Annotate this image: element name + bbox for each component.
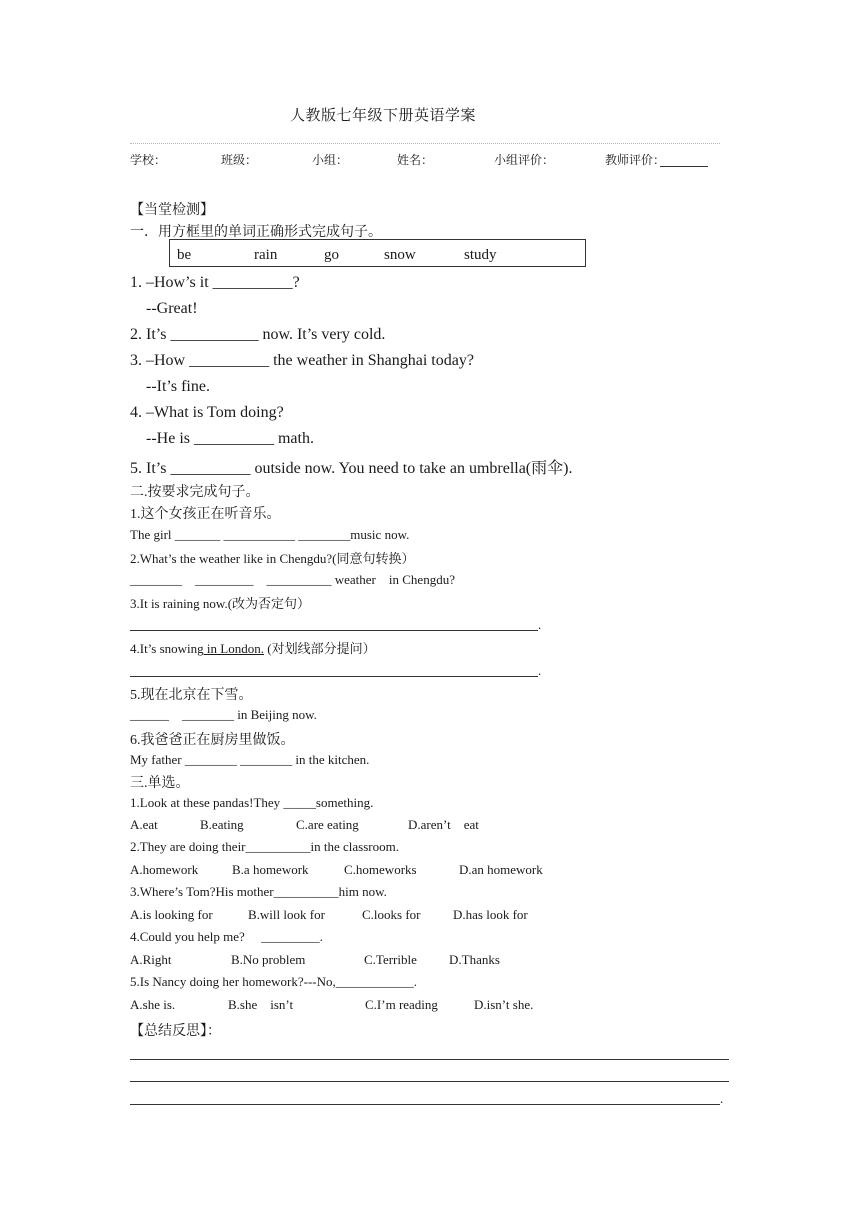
part2-prompt: 6.我爸爸正在厨房里做饭。 bbox=[130, 733, 295, 748]
part1-question: 5. It’s __________ outside now. You need to take an umbrella(雨伞). bbox=[130, 460, 573, 477]
part1-answer: --Great! bbox=[146, 300, 198, 317]
answer-line bbox=[130, 630, 538, 631]
word-box-item: study bbox=[464, 247, 497, 263]
part3-option: B.No problem bbox=[231, 952, 306, 967]
part3-option: A.eat bbox=[130, 817, 158, 832]
part1-question: 2. It’s ___________ now. It’s very cold. bbox=[130, 326, 386, 343]
summary-heading: 【总结反思】： bbox=[130, 1024, 221, 1039]
word-box-item: rain bbox=[254, 247, 278, 263]
part3-heading: 三.单选。 bbox=[130, 776, 190, 791]
answer-line-end: . bbox=[538, 663, 542, 678]
part3-option: A.is looking for bbox=[130, 907, 213, 922]
group-eval-label: 小组评价： bbox=[494, 153, 555, 167]
part2-prompt bbox=[130, 638, 376, 657]
part3-question: 2.They are doing their__________in the classroom. bbox=[130, 839, 399, 854]
part3-question: 1.Look at these pandas!They _____something. bbox=[130, 795, 374, 810]
part3-option: C.are eating bbox=[296, 817, 359, 832]
part3-question: 4.Could you help me? _________. bbox=[130, 929, 323, 944]
part3-option: D.an homework bbox=[459, 862, 543, 877]
part2-prompt: 1.这个女孩正在听音乐。 bbox=[130, 507, 281, 522]
part3-option: B.she isn’t bbox=[228, 997, 294, 1012]
part2-question: ______ ________ in Beijing now. bbox=[130, 707, 317, 722]
part3-option: C.looks for bbox=[362, 907, 421, 922]
part2-prompt: 3.It is raining now.(改为否定句） bbox=[130, 596, 311, 611]
part2-q4-text: 4.It’s snowing bbox=[130, 641, 204, 656]
school-field-label: 学校： bbox=[130, 153, 167, 167]
underlined-phrase: in London. bbox=[203, 641, 264, 656]
part3-option: B.will look for bbox=[248, 907, 325, 922]
part2-prompt: 5.现在北京在下雪。 bbox=[130, 688, 253, 703]
part3-option: A.she is. bbox=[130, 997, 176, 1012]
section-heading-test: 【当堂检测】 bbox=[130, 203, 214, 218]
teacher-eval-blank bbox=[660, 166, 708, 167]
part2-heading: 二.按要求完成句子。 bbox=[130, 485, 260, 500]
summary-line bbox=[130, 1104, 720, 1105]
summary-line bbox=[130, 1059, 729, 1060]
part3-option: C.Terrible bbox=[364, 952, 417, 967]
part3-option: D.isn’t she. bbox=[474, 997, 534, 1012]
group-field-label: 小组： bbox=[312, 153, 349, 167]
name-field-label: 姓名： bbox=[397, 153, 434, 167]
part3-option: D.Thanks bbox=[449, 952, 500, 967]
part3-option: A.homework bbox=[130, 862, 199, 877]
class-field-label: 班级： bbox=[221, 153, 258, 167]
part3-option: C.homeworks bbox=[344, 862, 417, 877]
part2-prompt: 2.What’s the weather like in Chengdu?(同意句转换） bbox=[130, 551, 415, 566]
word-box bbox=[169, 239, 586, 267]
answer-line-end: . bbox=[538, 617, 542, 632]
part3-option: B.a homework bbox=[232, 862, 309, 877]
part1-answer: --He is __________ math. bbox=[146, 430, 314, 447]
part3-option: A.Right bbox=[130, 952, 172, 967]
part2-question: ________ _________ __________ weather in Chengdu? bbox=[130, 572, 455, 587]
part1-heading: 一．用方框里的单词正确形式完成句子。 bbox=[130, 225, 382, 240]
part3-option: D.aren’t eat bbox=[408, 817, 479, 832]
word-box-item: go bbox=[324, 247, 339, 263]
teacher-eval-label: 教师评价： bbox=[605, 153, 666, 167]
part1-question: 3. –How __________ the weather in Shanghai today? bbox=[130, 352, 474, 369]
part2-question: The girl _______ ___________ ________music now. bbox=[130, 527, 410, 542]
part3-question: 5.Is Nancy doing her homework?---No,____________. bbox=[130, 974, 418, 989]
page-title: 人教版七年级下册英语学案 bbox=[290, 108, 477, 124]
part1-answer: --It’s fine. bbox=[146, 378, 210, 395]
part3-option: D.has look for bbox=[453, 907, 528, 922]
part3-option: C.I’m reading bbox=[365, 997, 438, 1012]
part2-question: My father ________ ________ in the kitchen. bbox=[130, 752, 370, 767]
part1-question: 4. –What is Tom doing? bbox=[130, 404, 284, 421]
word-box-item: be bbox=[177, 247, 192, 263]
part1-question: 1. –How’s it __________? bbox=[130, 274, 300, 291]
word-box-item: snow bbox=[384, 247, 416, 263]
part2-q4-note: (对划线部分提问） bbox=[263, 641, 376, 656]
header-divider bbox=[130, 143, 720, 144]
summary-line-end: . bbox=[720, 1091, 724, 1106]
summary-line bbox=[130, 1081, 729, 1082]
part3-question: 3.Where’s Tom?His mother__________him now. bbox=[130, 884, 387, 899]
part3-option: B.eating bbox=[200, 817, 244, 832]
answer-line bbox=[130, 676, 538, 677]
